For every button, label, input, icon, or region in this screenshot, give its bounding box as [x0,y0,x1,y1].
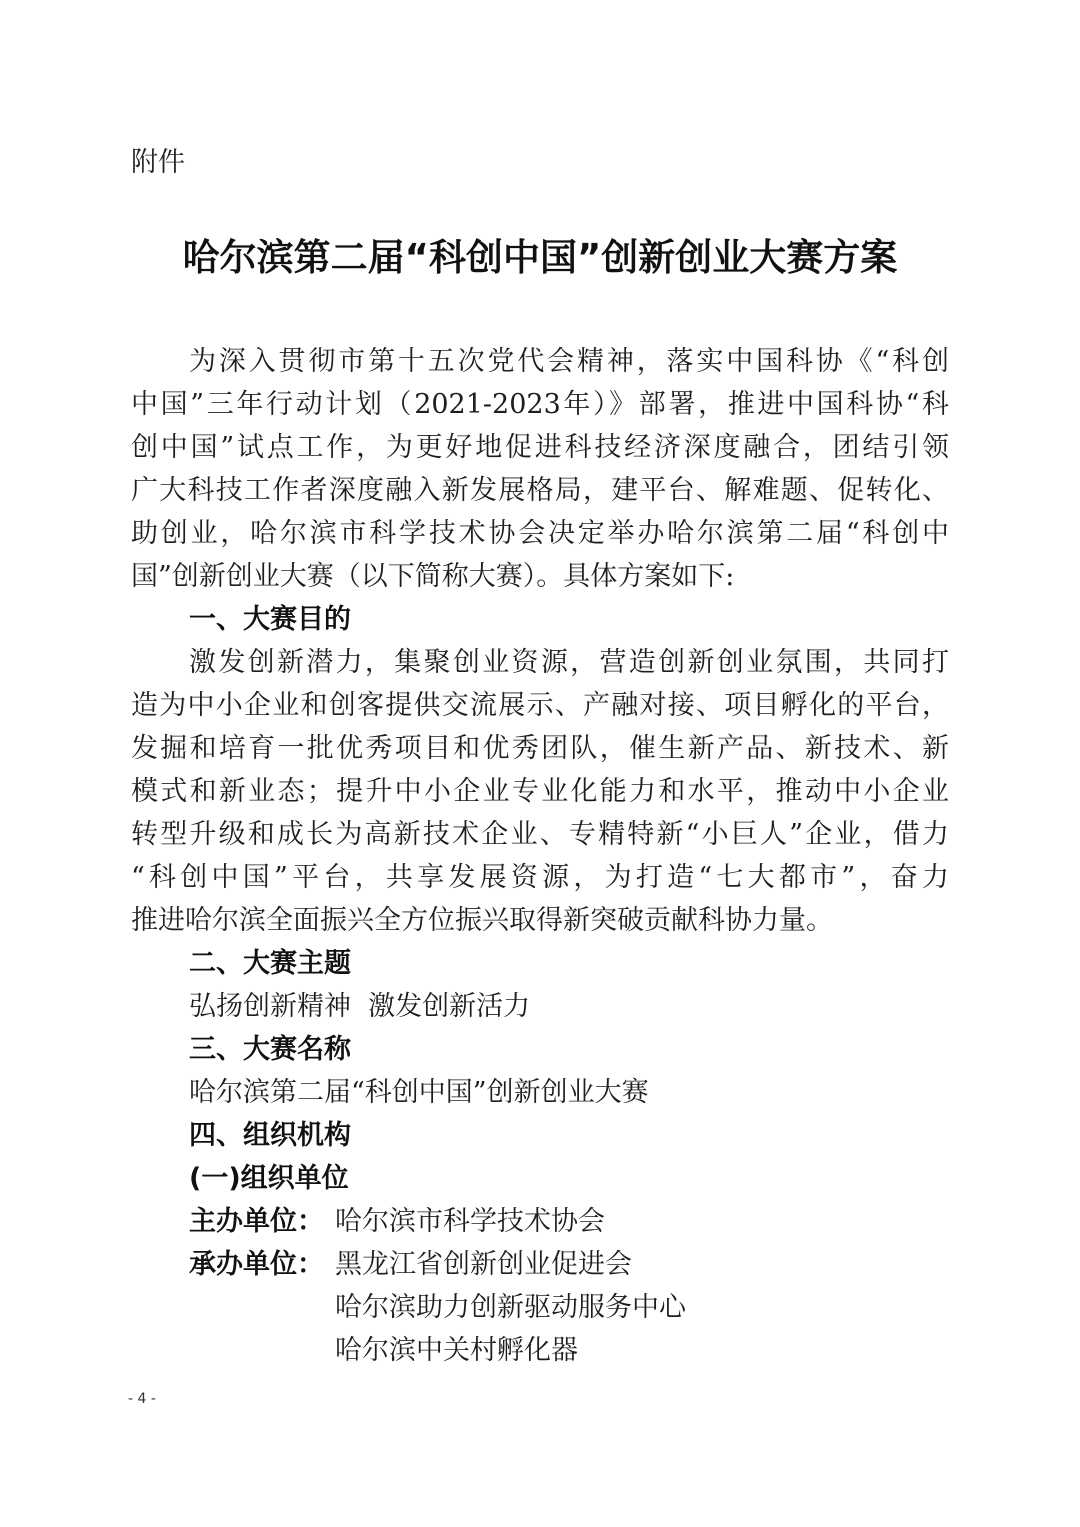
co-organizer-label: 承办单位： [189,1249,324,1280]
subsection-heading-organizers: (一)组织单位 [189,1163,349,1194]
section-heading-organization: 四、组织机构 [189,1120,351,1151]
intro-paragraph [131,340,949,598]
co-organizer-value: 黑龙江省创新创业促进会 [335,1249,632,1280]
co-organizer-row [131,1243,949,1286]
attachment-label: 附件 [131,147,185,178]
co-organizer-row [131,1286,949,1329]
org-label-spacer [189,1286,335,1329]
document-body [131,340,949,1372]
co-organizer-value: 哈尔滨助力创新驱动服务中心 [335,1292,686,1323]
co-organizer-value: 哈尔滨中关村孵化器 [335,1335,578,1366]
co-organizer-row [131,1329,949,1372]
text-line: 激发创新潜力，集聚创业资源，营造创新创业氛围，共同打 [189,647,949,678]
section-heading-theme: 二、大赛主题 [189,948,351,979]
page-number: - 4 - [128,1391,156,1407]
text-line: 推进哈尔滨全面振兴全方位振兴取得新突破贡献科协力量。 [131,905,833,936]
host-organizer-value: 哈尔滨市科学技术协会 [335,1206,605,1237]
text-line: 为深入贯彻市第十五次党代会精神，落实中国科协《“科创 [189,346,949,377]
document-title: 哈尔滨第二届“科创中国”创新创业大赛方案 [182,236,898,279]
section-heading-name: 三、大赛名称 [189,1034,351,1065]
text-line: 造为中小企业和创客提供交流展示、产融对接、项目孵化的平台， [131,690,949,721]
text-line: 创中国”试点工作，为更好地促进科技经济深度融合，团结引领 [131,432,949,463]
purpose-paragraph [131,641,949,942]
section-heading-purpose: 一、大赛目的 [189,604,351,635]
text-line: 发掘和培育一批优秀项目和优秀团队，催生新产品、新技术、新 [131,733,949,764]
text-line: 国”创新创业大赛（以下简称大赛）。具体方案如下: [131,561,735,592]
host-organizer-row [131,1200,949,1243]
org-label-spacer [189,1329,335,1372]
theme-text: 弘扬创新精神 激发创新活力 [189,991,531,1022]
host-organizer-label: 主办单位： [189,1206,324,1237]
text-line: 转型升级和成长为高新技术企业、专精特新“小巨人”企业，借力 [131,819,949,850]
text-line: “科创中国”平台，共享发展资源，为打造“七大都市”，奋力 [131,862,949,893]
text-line: 模式和新业态；提升中小企业专业化能力和水平，推动中小企业 [131,776,949,807]
competition-name-text: 哈尔滨第二届“科创中国”创新创业大赛 [189,1077,649,1108]
text-line: 中国”三年行动计划（2021-2023年）》部署，推进中国科协“科 [131,389,949,420]
text-line: 广大科技工作者深度融入新发展格局，建平台、解难题、促转化、 [131,475,949,506]
text-line: 助创业，哈尔滨市科学技术协会决定举办哈尔滨第二届“科创中 [131,518,949,549]
